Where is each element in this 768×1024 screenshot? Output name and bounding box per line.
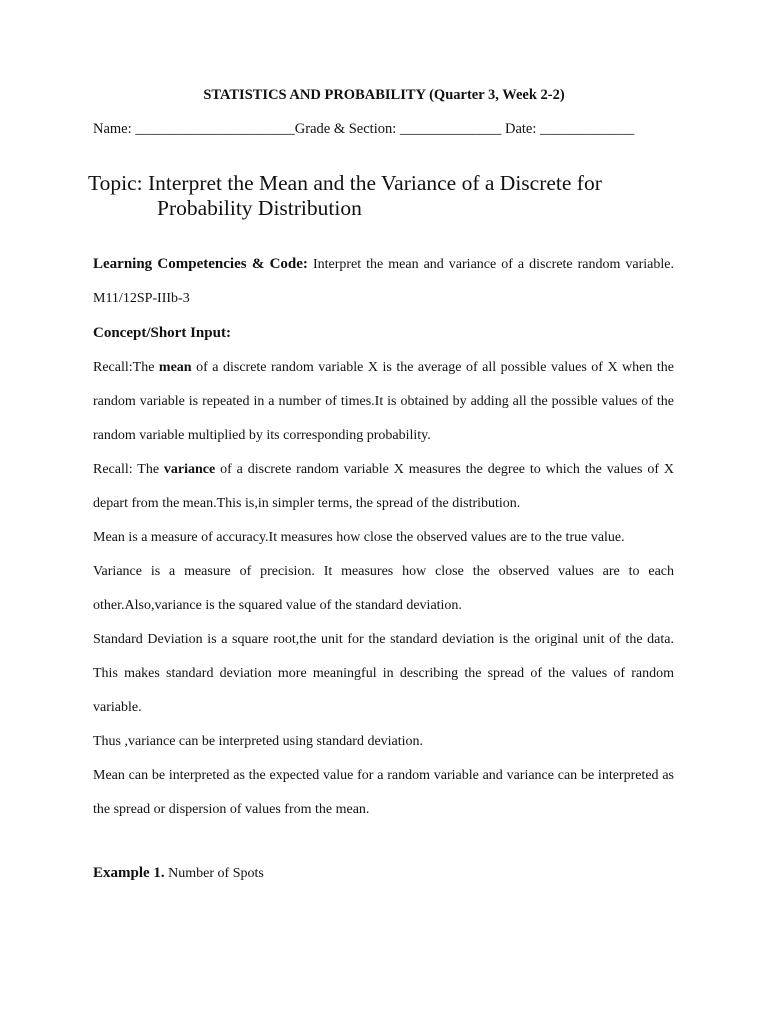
thus-paragraph: Thus ,variance can be interpreted using standard deviation. (93, 734, 424, 749)
example-1-text: Number of Spots (164, 866, 264, 881)
concept-heading: Concept/Short Input: (93, 325, 231, 341)
mean-term: mean (158, 360, 192, 375)
learning-competencies-label: Learning Competencies & Code: (93, 256, 308, 272)
recall-variance-post: of a discrete random variable X measures the degree to which the values of X depart from the mean.This is,in simpler terms, the spread of the distribution. (93, 462, 674, 511)
recall-variance-pre: Recall: The (93, 462, 164, 477)
variance-term: variance (163, 462, 216, 477)
interpretation-paragraph: Mean can be interpreted as the expected value for a random variable and variance can be interpreted as the spread or dispersion of values from the mean. (93, 768, 674, 817)
recall-mean-post: of a discrete random variable X is the average of all possible values of X when the random variable is repeated in a number of times.It is obtained by adding all the possible values of the random variable multiplied by its corresponding probability. (93, 360, 674, 443)
recall-variance-paragraph (93, 453, 674, 521)
topic-line-1: Topic: Interpret the Mean and the Variance of a Discrete for (88, 171, 602, 195)
standard-deviation-paragraph: Standard Deviation is a square root,the unit for the standard deviation is the original unit of the data. This makes standard deviation more meaningful in describing the spread of the values of random variable. (93, 632, 674, 715)
student-info-line: Name: ______________________Grade & Section: ______________ Date: _____________ (93, 121, 635, 137)
example-1 (93, 856, 674, 891)
concept-body (93, 351, 674, 827)
recall-mean-pre: Recall:The (93, 360, 159, 375)
learning-competencies (93, 247, 674, 316)
recall-mean-paragraph (93, 351, 674, 453)
topic-heading (88, 171, 678, 221)
worksheet-title: STATISTICS AND PROBABILITY (Quarter 3, Week 2-2) (203, 87, 565, 103)
mean-accuracy-paragraph: Mean is a measure of accuracy.It measures how close the observed values are to the true value. (93, 530, 625, 545)
topic-line-2: Probability Distribution (157, 196, 362, 220)
learning-competencies-text: Interpret the mean and variance of a discrete random variable. M11/12SP-IIIb-3 (93, 257, 675, 306)
example-1-label: Example 1. (93, 865, 165, 881)
variance-precision-paragraph: Variance is a measure of precision. It measures how close the observed values are to each other.Also,variance is the squared value of the standard deviation. (93, 564, 674, 613)
